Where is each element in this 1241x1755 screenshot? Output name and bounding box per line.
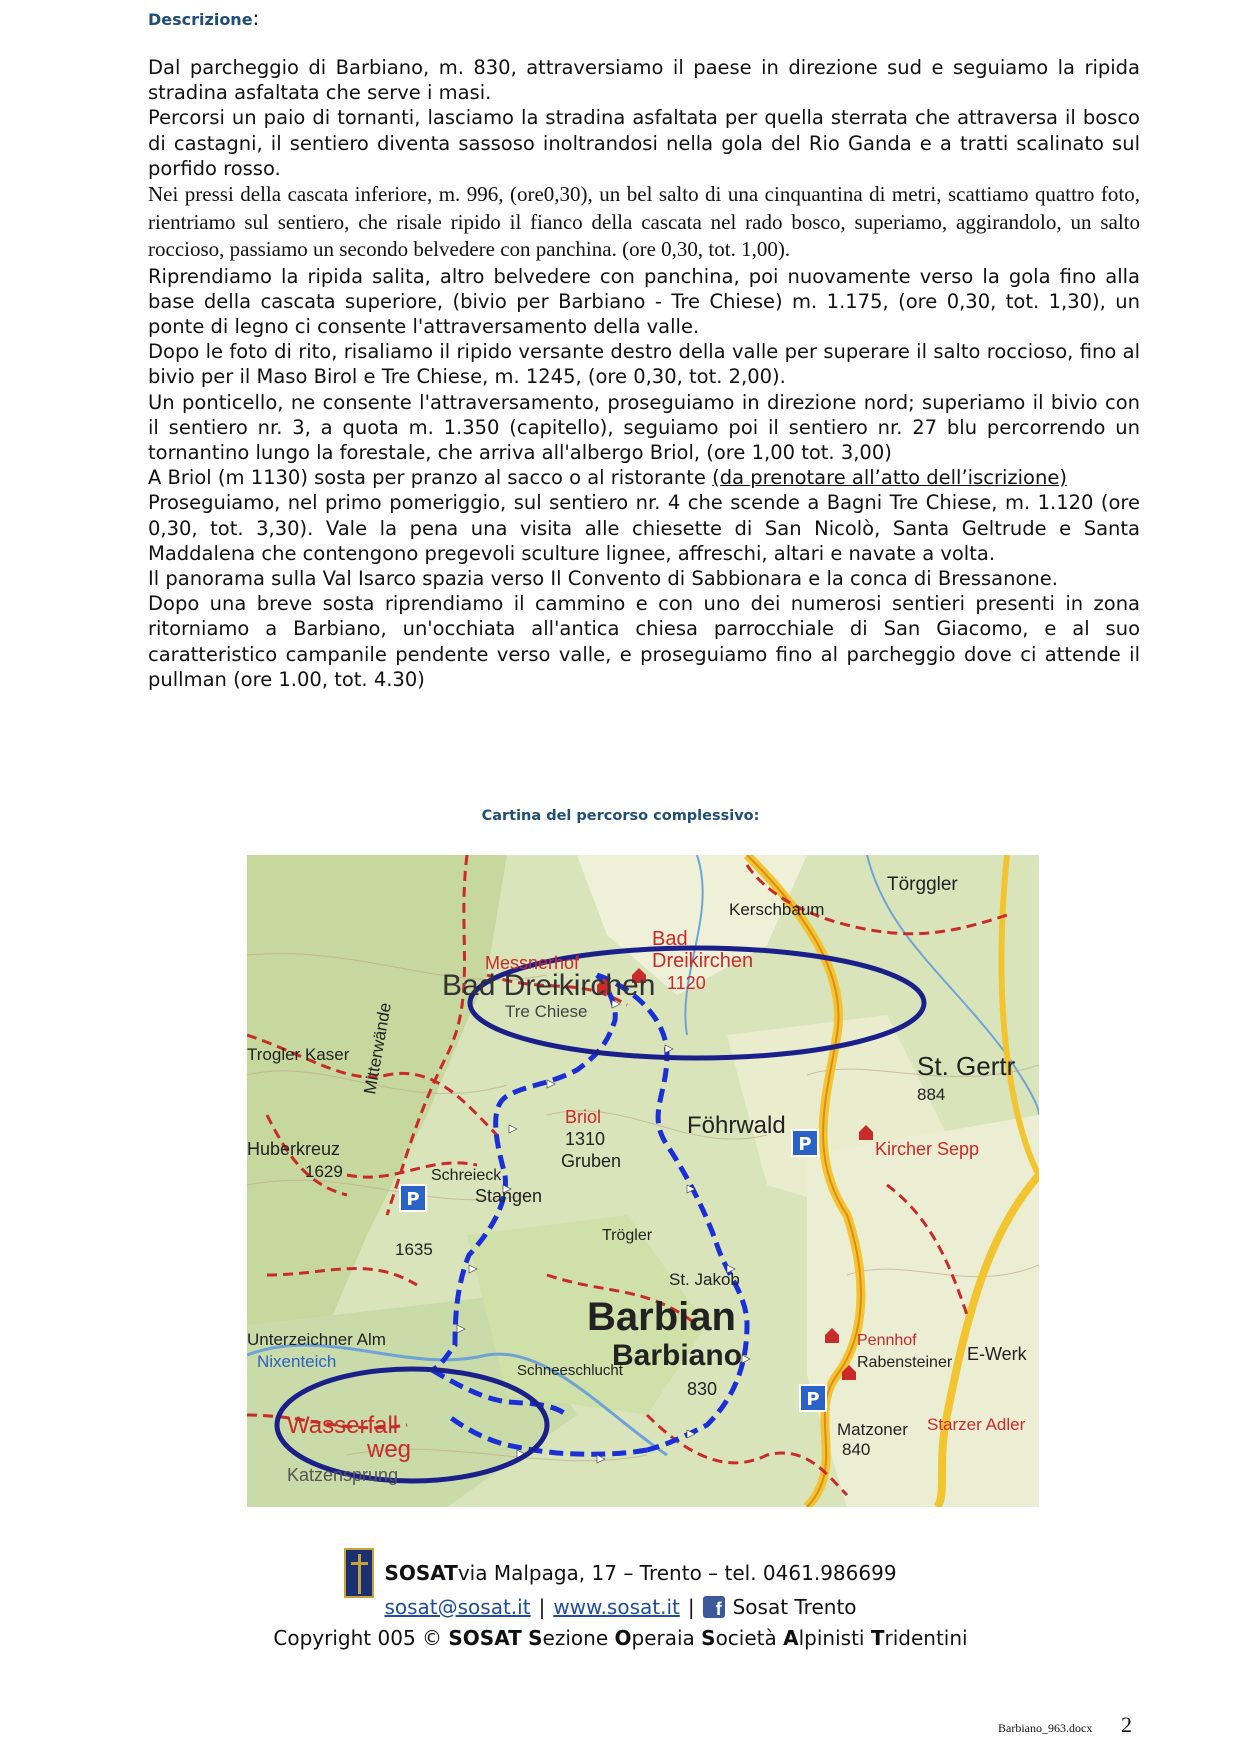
heading-label: Descrizione <box>148 10 253 29</box>
svg-text:1629: 1629 <box>305 1162 343 1181</box>
svg-text:Stangen: Stangen <box>475 1186 543 1206</box>
website-link[interactable]: www.sosat.it <box>553 1595 680 1619</box>
svg-text:Katzensprung: Katzensprung <box>287 1465 399 1485</box>
svg-text:Schneeschlucht: Schneeschlucht <box>517 1362 623 1379</box>
paragraph: Dal parcheggio di Barbiano, m. 830, attraversiamo il paese in direzione sud e seguiamo la ripida stradina asfaltata che serve i masi. <box>148 56 1140 105</box>
map-caption: Cartina del percorso complessivo: <box>481 808 760 824</box>
svg-text:P: P <box>406 1189 420 1210</box>
copyright-org: SOSAT <box>448 1626 522 1650</box>
paragraph-briol <box>148 465 1140 490</box>
heading-colon: : <box>252 6 260 30</box>
svg-text:Föhrwald: Föhrwald <box>687 1112 786 1139</box>
paragraph: Dopo le foto di rito, risaliamo il ripido versante destro della valle per superare il salto roccioso, fino al bivio per il Maso Birol e Tre Chiese, m. 1245, (ore 0,30, tot. 2,00). <box>148 340 1140 389</box>
name-part: ocietà <box>715 1626 784 1650</box>
route-map-image <box>247 855 1039 1507</box>
svg-text:Mitterwände: Mitterwände <box>360 1001 396 1096</box>
svg-text:Bad Dreikirchen: Bad Dreikirchen <box>442 969 656 1002</box>
name-part: lpinisti <box>798 1626 871 1650</box>
svg-text:weg: weg <box>367 1436 412 1463</box>
svg-text:840: 840 <box>842 1440 871 1459</box>
svg-text:884: 884 <box>917 1085 946 1104</box>
name-part: ezione <box>542 1626 615 1650</box>
email-link[interactable]: sosat@sosat.it <box>384 1595 531 1619</box>
briol-text: A Briol (m 1130) sosta per pranzo al sacco o al ristorante <box>148 466 713 490</box>
svg-text:Matzoner: Matzoner <box>837 1420 908 1439</box>
separator: | <box>538 1595 546 1619</box>
facebook-label: Sosat Trento <box>732 1595 857 1619</box>
svg-text:St. Jakob: St. Jakob <box>669 1270 740 1289</box>
section-heading <box>148 6 259 30</box>
svg-text:P: P <box>806 1389 820 1410</box>
footer-address: via Malpaga, 17 – Trento – tel. 0461.986699 <box>457 1561 897 1585</box>
paragraph: Dopo una breve sosta riprendiamo il cammino e con uno dei numerosi sentieri presenti in zona ritorniamo a Barbiano, un'occhiata all'antica chiesa parrocchiale di San Giacomo, e al suo caratteristico campanile pendente verso valle, e proseguiamo fino al parcheggio dove ci attende il pullman (ore 1.00, tot. 4.30) <box>148 592 1140 691</box>
svg-text:1310: 1310 <box>565 1129 606 1149</box>
name-initial: S <box>528 1626 543 1650</box>
svg-text:Trogler Kaser: Trogler Kaser <box>247 1045 350 1064</box>
svg-text:Wasserfall: Wasserfall <box>287 1412 399 1439</box>
svg-text:Briol: Briol <box>565 1107 602 1127</box>
footer-address-line <box>0 1548 1241 1598</box>
svg-text:Kircher Sepp: Kircher Sepp <box>875 1139 980 1159</box>
svg-text:Barbiano: Barbiano <box>612 1339 743 1372</box>
svg-text:Dreikirchen: Dreikirchen <box>652 950 754 972</box>
document-filename: Barbiano_963.docx <box>998 1721 1093 1735</box>
svg-text:1635: 1635 <box>395 1240 433 1259</box>
facebook-icon: f <box>703 1596 725 1618</box>
svg-text:Unterzeichner Alm: Unterzeichner Alm <box>247 1330 386 1349</box>
footer-contacts <box>0 1595 1241 1619</box>
svg-text:Barbian: Barbian <box>587 1295 736 1339</box>
paragraph: Un ponticello, ne consente l'attraversamento, proseguiamo in direzione nord; superiamo il bivio con il sentiero nr. 3, a quota m. 1.350 (capitello), seguiamo poi il sentiero nr. 27 blu percorrendo un tornantino lungo la forestale, che arriva all'albergo Briol, (ore 1,00 tot. 3,00) <box>148 390 1140 464</box>
svg-text:St. Gertr: St. Gertr <box>917 1051 1016 1081</box>
svg-text:E-Werk: E-Werk <box>967 1344 1027 1364</box>
sosat-logo-icon <box>344 1548 374 1598</box>
name-initial: S <box>701 1626 716 1650</box>
footer-copyright <box>0 1626 1241 1650</box>
paragraph: Proseguiamo, nel primo pomeriggio, sul sentiero nr. 4 che scende a Bagni Tre Chiese, m. 1.120 (ore 0,30, tot. 3,30). Vale la pena una visita alle chiesette di San Nicolò, Santa Geltrude e Santa Maddalena che contengono pregevoli sculture lignee, affreschi, altari e navate a volta. <box>148 491 1140 565</box>
svg-text:Trögler: Trögler <box>602 1227 653 1244</box>
paragraph: Nei pressi della cascata inferiore, m. 996, (ore0,30), un bel salto di una cinquantina di metri, scattiamo quattro foto, rientriamo sul sentiero, che risale ripido il fianco della cascata nel rado bosco, superiamo, aggirandolo, un salto roccioso, passiamo un secondo belvedere con panchina. (ore 0,30, tot. 1,00). <box>148 182 1140 262</box>
paragraph: Il panorama sulla Val Isarco spazia verso Il Convento di Sabbionara e la conca di Bressanone. <box>148 566 1058 590</box>
svg-text:1120: 1120 <box>667 973 706 993</box>
svg-text:Nixenteich: Nixenteich <box>257 1352 337 1371</box>
route-map <box>247 855 1039 1507</box>
name-initial: T <box>870 1626 885 1650</box>
name-part: ridentini <box>884 1626 968 1650</box>
name-initial: O <box>614 1626 632 1650</box>
svg-text:Tre Chiese: Tre Chiese <box>505 1002 588 1021</box>
separator: | <box>687 1595 695 1619</box>
footer-org-name: SOSAT <box>384 1561 458 1585</box>
svg-text:Törggler: Törggler <box>887 874 958 895</box>
svg-text:Huberkreuz: Huberkreuz <box>247 1139 341 1159</box>
page-number: 2 <box>1121 1712 1132 1737</box>
name-part: peraia <box>631 1626 702 1650</box>
svg-text:Messnerhof: Messnerhof <box>485 953 580 973</box>
svg-text:Rabensteiner: Rabensteiner <box>857 1354 953 1371</box>
description-body <box>148 55 1140 692</box>
svg-text:Schreieck: Schreieck <box>431 1167 502 1184</box>
svg-text:P: P <box>798 1134 812 1155</box>
briol-underlined: (da prenotare all’atto dell’iscrizione) <box>712 466 1067 490</box>
name-initial: A <box>783 1626 799 1650</box>
paragraph: Percorsi un paio di tornanti, lasciamo la stradina asfaltata per quella sterrata che attraversa il bosco di castagni, il sentiero diventa sassoso inoltrandosi nella gola del Rio Ganda e a tratti scalinato sul porfido rosso. <box>148 106 1140 180</box>
svg-text:Gruben: Gruben <box>561 1151 622 1171</box>
svg-text:Bad: Bad <box>652 928 688 950</box>
copyright-prefix: Copyright 005 © <box>273 1626 449 1650</box>
svg-text:Pennhof: Pennhof <box>857 1332 917 1349</box>
paragraph: Riprendiamo la ripida salita, altro belvedere con panchina, poi nuovamente verso la gola fino alla base della cascata superiore, (bivio per Barbiano - Tre Chiese) m. 1.175, (ore 0,30, tot. 1,30), un ponte di legno ci consente l'attraversamento della valle. <box>148 264 1140 338</box>
svg-text:Kerschbaum: Kerschbaum <box>729 900 825 919</box>
svg-text:Starzer Adler: Starzer Adler <box>927 1415 1026 1434</box>
svg-text:830: 830 <box>687 1379 718 1399</box>
